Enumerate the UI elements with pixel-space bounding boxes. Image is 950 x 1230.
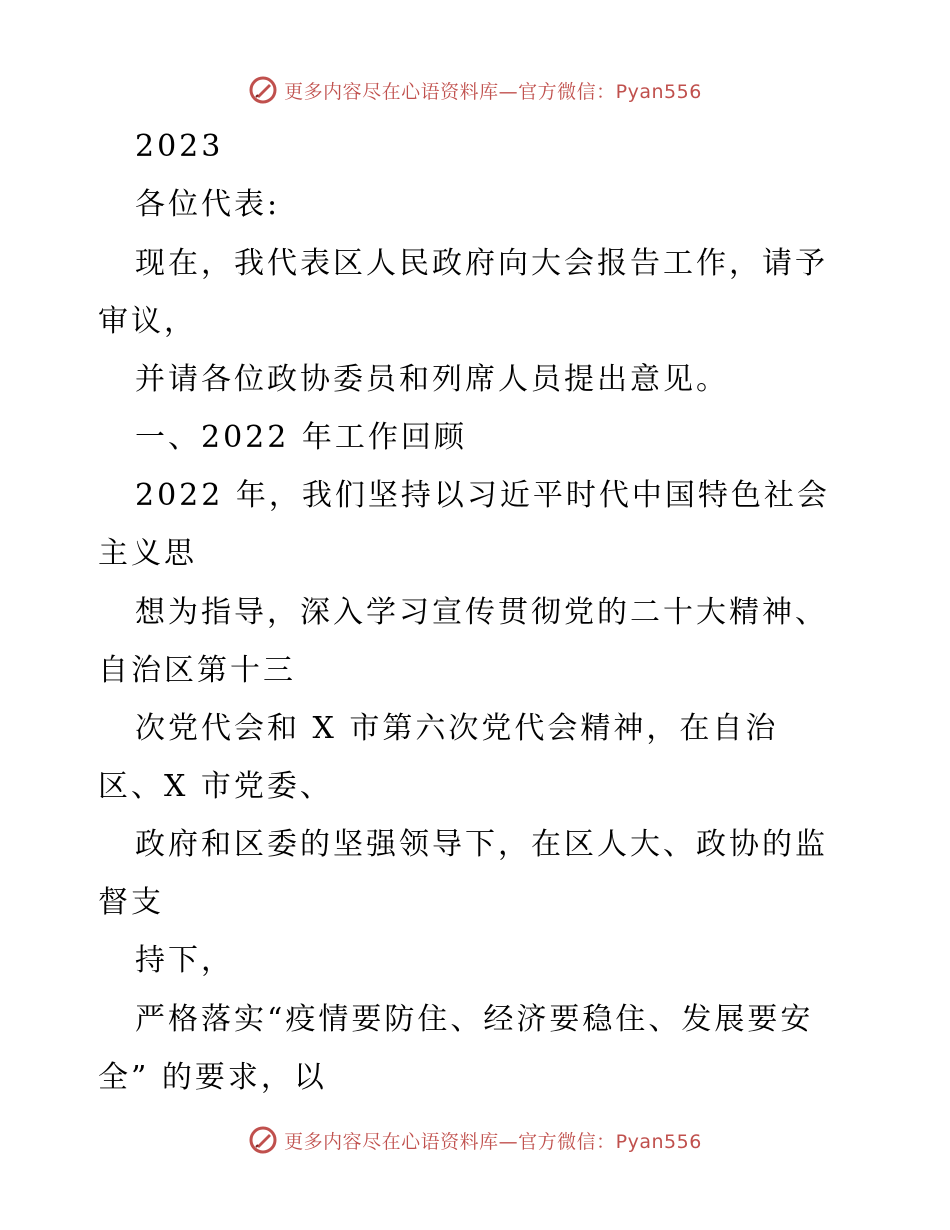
text-line: 督支 — [98, 885, 164, 920]
text-line: 现在，我代表区人民政府向大会报告工作，请予 — [135, 246, 828, 281]
text-line: 严格落实“疫情要防住、经济要稳住、发展要安 — [135, 1002, 814, 1037]
text-line: 想为指导，深入学习宣传贯彻党的二十大精神、 — [135, 595, 828, 630]
text-line: 并请各位政协委员和列席人员提出意见。 — [135, 362, 729, 397]
quill-seal-icon — [248, 1125, 278, 1155]
text-line: 自治区第十三 — [98, 653, 296, 688]
text-line: 一、2022 年工作回顾 — [135, 420, 467, 455]
text-line: 2022 年，我们坚持以习近平时代中国特色社会 — [135, 478, 830, 513]
text-line: 审议， — [98, 304, 197, 339]
watermark-text: 更多内容尽在心语资料库—官方微信：Pyan556 — [284, 1130, 702, 1153]
text-line: 次党代会和 X 市第六次党代会精神，在自治 — [135, 711, 779, 746]
text-line: 政府和区委的坚强领导下，在区人大、政协的监 — [135, 827, 828, 862]
text-line: 2023 — [135, 129, 224, 164]
watermark-text: 更多内容尽在心语资料库—官方微信：Pyan556 — [284, 80, 702, 103]
text-line: 持下， — [135, 943, 234, 978]
text-line: 各位代表: — [135, 187, 281, 222]
text-line: 区、X 市党委、 — [98, 769, 333, 804]
footer-watermark — [0, 1120, 950, 1160]
text-line: 主义思 — [98, 536, 197, 571]
text-line: 全” 的要求，以 — [98, 1060, 327, 1095]
